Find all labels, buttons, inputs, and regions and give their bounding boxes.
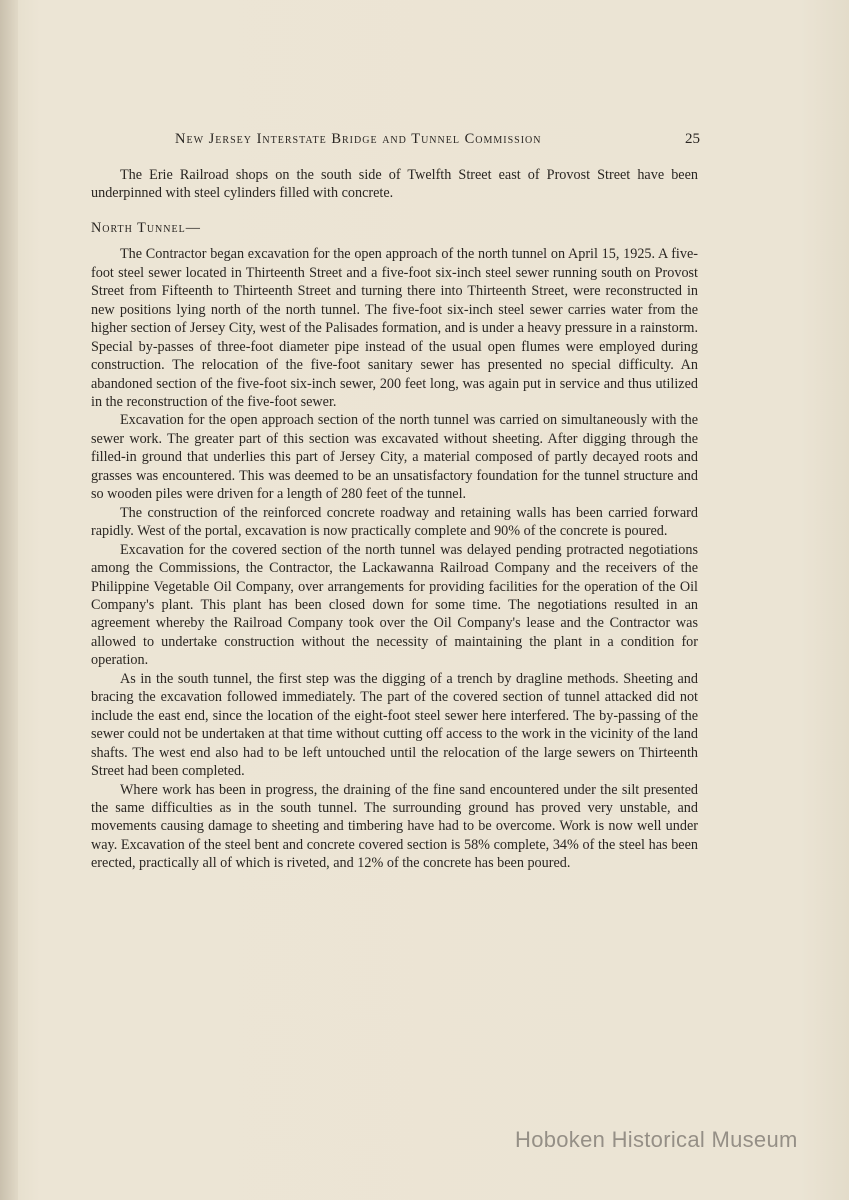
running-title: New Jersey Interstate Bridge and Tunnel Commission (175, 131, 542, 147)
running-header (175, 131, 700, 148)
watermark: Hoboken Historical Museum (515, 1127, 798, 1152)
paragraph-4: Excavation for the covered section of the north tunnel was delayed pending protracted negotiations among the Commissions, the Contractor, the Lackawanna Railroad Company and the receivers of the Philippine Vegetable Oil Company, over arrangements for providing facilities for the operation of the Oil Company's plant. This plant has been closed down for some time. The negotiations resulted in an agreement whereby the Railroad Company took over the Oil Company's lease and the Contractor was allowed to undertake construction without the necessity of maintaining the plant in a condition for operation. (91, 541, 698, 669)
paragraph-6: Where work has been in progress, the draining of the fine sand encountered under the silt presented the same difficulties as in the south tunnel. The surrounding ground has proved very unstable, and movements causing damage to sheeting and timbering have had to be overcome. Work is now well under way. Excavation of the steel bent and concrete covered section is 58% complete, 34% of the steel has been erected, practically all of which is riveted, and 12% of the concrete has been poured. (91, 781, 698, 872)
book-gutter (0, 0, 18, 1200)
paragraph-1: The Contractor began excavation for the open approach of the north tunnel on April 15, 1925. A five-foot steel sewer located in Thirteenth Street and a five-foot six-inch steel sewer running south on Provost Street from Fifteenth to Thirteenth Street and turning there into Thirteenth Street, were reconstructed in new positions lying north of the north tunnel. The five-foot six-inch steel sewer carries water from the higher section of Jersey City, west of the Palisades formation, and is under a heavy pressure in a rainstorm. Special by-passes of three-foot diameter pipe instead of the usual open flumes were employed during construction. The relocation of the five-foot sanitary sewer has presented no special difficulty. An abandoned section of the five-foot six-inch sewer, 200 feet long, was again put in service and thus utilized in the reconstruction of the five-foot sewer. (91, 246, 699, 410)
paragraph-5: As in the south tunnel, the first step was the digging of a trench by dragline methods. Sheeting and bracing the excavation followed immediately. The part of the covered section of tunnel attacked did not include the east end, since the location of the eight-foot steel sewer here interfered. The by-passing of the sewer could not be undertaken at that time without cutting off access to the work in the vicinity of the land shafts. The west end also had to be left untouched until the relocation of the large sewers on Thirteenth Street had been completed. (91, 670, 698, 780)
intro-paragraph: The Erie Railroad shops on the south side of Twelfth Street east of Provost Street have been underpinned with steel cylinders filled with concrete. (91, 167, 698, 202)
paragraph-2: Excavation for the open approach section of the north tunnel was carried on simultaneously with the sewer work. The greater part of this section was excavated without sheeting. After digging through the filled-in ground that underlies this part of Jersey City, a material composed of partly decayed roots and grasses was encountered. This was deemed to be an unsatisfactory foundation for the tunnel structure and so wooden piles were driven for a length of 280 feet of the tunnel. (91, 412, 698, 503)
paragraph-3: The construction of the reinforced concrete roadway and retaining walls has been carried forward rapidly. West of the portal, excavation is now practically complete and 90% of the concrete is poured. (91, 504, 698, 540)
body-text (91, 166, 698, 873)
section-heading: North Tunnel— (91, 219, 201, 236)
page-number: 25 (685, 131, 700, 147)
